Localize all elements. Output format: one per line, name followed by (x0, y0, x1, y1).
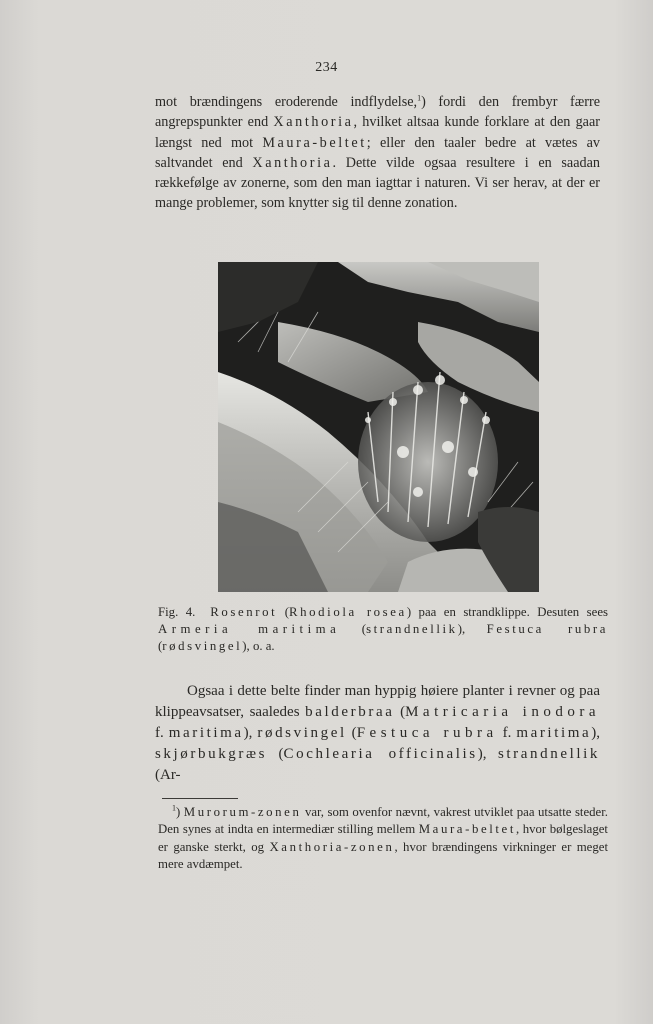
text-run: ( (158, 639, 163, 653)
text-run: var, som ovenfor nævnt, vakrest utviklet paa utsatte steder. Den synes at indta en intermediær stilling mellem (158, 805, 608, 837)
footnote-divider (162, 798, 238, 799)
page-number: 234 (315, 60, 338, 75)
zone-name: Maura-beltet (418, 822, 516, 837)
text-run: ), (591, 725, 601, 741)
taxon-name: Cochlearia officinalis (283, 746, 478, 762)
plant-photo-illustration (218, 262, 539, 592)
text-run: ( (394, 704, 406, 720)
taxon-common-name: rødsvingel (257, 725, 347, 741)
text-run: . Dette vilde ogsaa resultere i en saadan rækkefølge av zonerne, som den man iagttar i naturen. Vi ser herav, at der er mange problemer, som knytter sig til denne zonation. (155, 154, 600, 212)
taxon-common-name: rødsvingel (162, 639, 243, 653)
taxon-common-name: strandnellik (366, 622, 458, 636)
figure-caption (158, 604, 608, 655)
taxon-name: Festuca rubra (486, 622, 608, 636)
taxon-name: Xanthoria (252, 154, 333, 171)
text-run: ), (457, 622, 487, 636)
figure-photo (218, 262, 539, 592)
text-run: ( (277, 605, 290, 619)
caption-label: Fig. 4. (158, 605, 196, 619)
paragraph-2 (155, 681, 600, 786)
text-run: ) (176, 805, 184, 819)
taxon-name: Festuca rubra (356, 725, 498, 741)
taxon-name: maritima (516, 725, 592, 741)
taxon-common-name: balderbraa (305, 704, 395, 720)
text-run: , hvilket altsaa kunde forklare at den gaar længst ned mot (155, 114, 601, 151)
text-run: Ogsaa i dette belte finder man hyppig høiere planter i revner og paa klippeavsatser, saaledes (155, 683, 600, 720)
taxon-name: Armeria maritima (158, 622, 341, 636)
text-run: ) fordi den frembyr færre angrepspunkter end (155, 94, 600, 131)
taxon-name: Rhodiola rosea (289, 605, 407, 619)
paragraph-1-text (155, 92, 600, 214)
taxon-common-name: Rosenrot (210, 605, 278, 619)
zone-name: Murorum-zonen (183, 805, 302, 819)
text-run: , hvor bølgeslaget er ganske sterkt, og (158, 822, 608, 854)
text-run: f. (155, 725, 169, 741)
text-run: ), (477, 746, 498, 762)
zone-name: Xanthoria-zonen (269, 839, 395, 854)
text-run: ; eller den taaler bedre at vætes av saltvandet end (155, 134, 600, 171)
text-run: f. (497, 725, 517, 741)
text-run: ( (346, 725, 357, 741)
text-run: ) paa en strandklippe. Desuten sees (406, 605, 608, 619)
text-run: ( (340, 622, 367, 636)
taxon-common-name: skjørbukgræs (155, 746, 268, 762)
zone-name: Maura-beltet (262, 134, 367, 151)
footnote-reference[interactable]: 1 (417, 93, 422, 103)
taxon-name: Xanthoria (273, 114, 354, 131)
text-run: , hvor brændingens virkninger er meget mere avdæmpet. (158, 839, 608, 872)
text-run: ), (243, 725, 258, 741)
paragraph-2-text (155, 681, 600, 786)
taxon-name: Matricaria inodora (405, 704, 600, 720)
text-run: mot brændingens eroderende indflydelse, (155, 94, 418, 110)
footnote-marker: 1 (172, 803, 176, 813)
text-run: (Ar- (155, 767, 181, 783)
paragraph-1 (155, 92, 600, 214)
taxon-common-name: strandnellik (497, 746, 600, 762)
text-run: ( (267, 746, 284, 762)
footnote-text (158, 804, 608, 874)
taxon-name: maritima (168, 725, 244, 741)
footnote (158, 804, 608, 874)
text-run: ), o. a. (242, 639, 275, 653)
